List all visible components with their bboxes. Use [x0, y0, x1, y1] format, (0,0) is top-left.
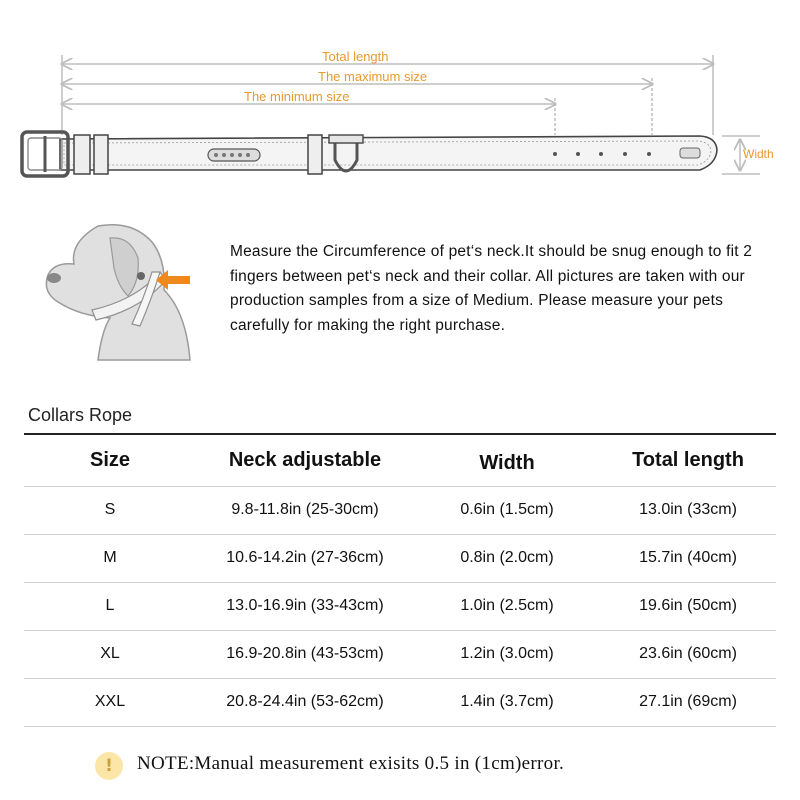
size-cell: XXL — [24, 678, 196, 726]
length-cell: 13.0in (33cm) — [600, 486, 776, 534]
header-total-length: Total length — [600, 434, 776, 486]
table-row — [24, 630, 776, 678]
size-cell: XL — [24, 630, 196, 678]
table-row — [24, 678, 776, 726]
neck-cell: 9.8-11.8in (25-30cm) — [196, 486, 414, 534]
length-cell: 27.1in (69cm) — [600, 678, 776, 726]
width-cell: 1.0in (2.5cm) — [414, 582, 600, 630]
measurement-note: NOTE:Manual measurement exisits 0.5 in (1cm)error. — [137, 753, 565, 774]
length-cell: 19.6in (50cm) — [600, 582, 776, 630]
dog-neck-illustration — [40, 220, 200, 365]
dog-head-icon — [40, 220, 200, 365]
width-cell: 0.8in (2.0cm) — [414, 534, 600, 582]
collar-illustration — [0, 0, 800, 210]
width-cell: 1.2in (3.0cm) — [414, 630, 600, 678]
size-chart — [24, 433, 776, 727]
header-neck-adjustable: Neck adjustable — [196, 434, 414, 486]
total-length-label: Total length — [322, 49, 389, 64]
neck-cell: 10.6-14.2in (27-36cm) — [196, 534, 414, 582]
width-cell: 0.6in (1.5cm) — [414, 486, 600, 534]
table-caption: Collars Rope — [28, 405, 133, 425]
exclamation-icon: ! — [95, 752, 123, 780]
collar-measurement-diagram — [0, 0, 800, 210]
header-size: Size — [24, 434, 196, 486]
length-cell: 23.6in (60cm) — [600, 630, 776, 678]
size-table — [24, 433, 776, 727]
length-cell: 15.7in (40cm) — [600, 534, 776, 582]
neck-cell: 13.0-16.9in (33-43cm) — [196, 582, 414, 630]
minimum-size-label: The minimum size — [244, 89, 350, 104]
table-row — [24, 534, 776, 582]
size-cell: S — [24, 486, 196, 534]
size-cell: M — [24, 534, 196, 582]
maximum-size-label: The maximum size — [318, 69, 428, 84]
neck-cell: 16.9-20.8in (43-53cm) — [196, 630, 414, 678]
table-row — [24, 582, 776, 630]
width-cell: 1.4in (3.7cm) — [414, 678, 600, 726]
width-label: Width — [743, 147, 774, 161]
size-cell: L — [24, 582, 196, 630]
table-row — [24, 486, 776, 534]
neck-cell: 20.8-24.4in (53-62cm) — [196, 678, 414, 726]
header-width: Width — [414, 434, 600, 486]
table-header-row — [24, 434, 776, 486]
measurement-instructions: Measure the Circumference of pet‘s neck.It should be snug enough to fit 2 fingers between pet‘s neck and their collar. All pictures are taken with our production samples from a size of Medium. Please measure your pets carefully for making the right purchase. — [230, 243, 753, 334]
